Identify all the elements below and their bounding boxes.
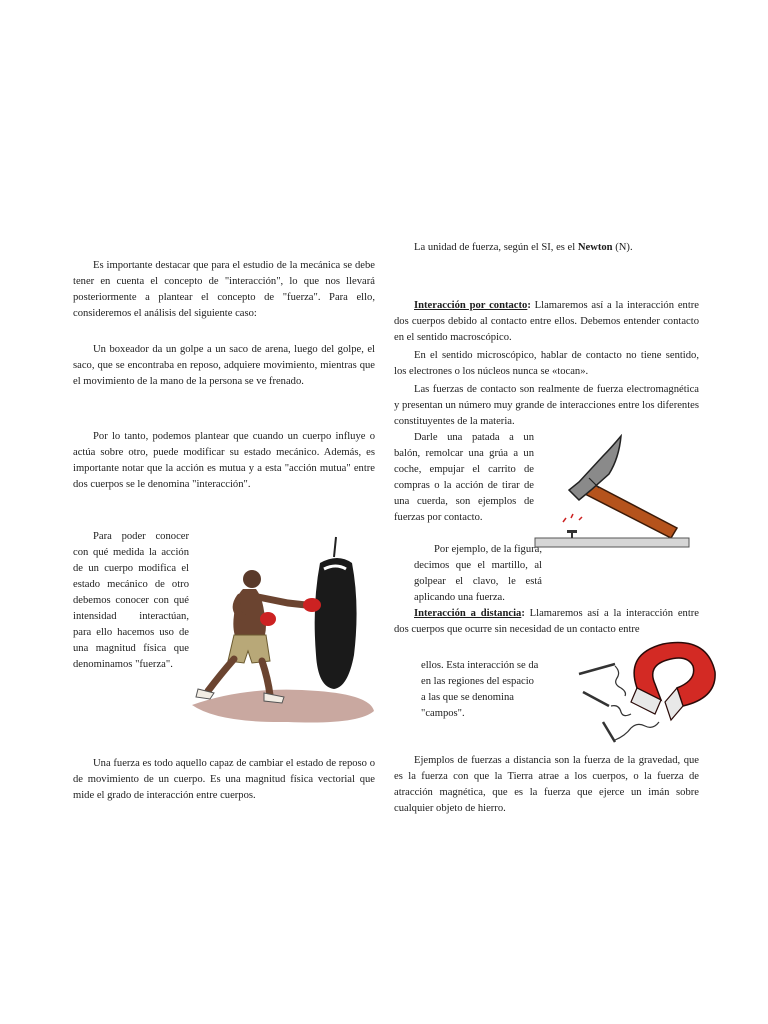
magnet-nails-illustration	[575, 636, 725, 748]
boxing-glove-left	[260, 612, 276, 626]
hammer-handle	[585, 484, 677, 538]
fields-paragraph: ellos. Esta interacción se da en las regiones del espacio a las que se denomina "campos".	[421, 660, 539, 719]
microscopic-paragraph: En el sentido microscópico, hablar de contacto no tiene sentido, los electrones o los núcleos nunca se «tocan».	[394, 350, 699, 377]
force-measure-paragraph: Para poder conocer con qué medida la acción de un cuerpo modifica el estado mecánico de otro debemos conocer con qué intensidad interactúan, para ello hacemos uso de una magnitud física que denominamos "fuerza".	[73, 531, 189, 670]
nail-3	[603, 722, 615, 742]
boxer-punching-bag-illustration	[188, 535, 376, 725]
electromagnetic-paragraph: Las fuerzas de contacto son realmente de fuerza electromagnética y presentan un número muy grande de interacciones entre los diferentes constituyentes de la materia.	[394, 384, 699, 427]
floor-shadow	[192, 690, 374, 723]
distance-interaction-paragraph: Interacción a distancia: Llamaremos así a la interacción entre dos cuerpos que ocurre sin necesidad de un contacto entre	[394, 608, 699, 635]
force-definition-paragraph: Una fuerza es todo aquello capaz de cambiar el estado de reposo o de movimiento de un cuerpo. Es una magnitud física vectorial que mide el grado de interacción entre cuerpos.	[73, 758, 375, 801]
boxer-head	[243, 570, 261, 588]
distance-interaction-heading: Interacción a distancia	[414, 608, 522, 619]
nail-2	[583, 692, 609, 706]
hammer-nail-illustration	[533, 434, 691, 552]
boxer-example-paragraph: Un boxeador da un golpe a un saco de arena, luego del golpe, el saco, que se encontraba en reposo, adquiere movimiento, mientras que el movimiento de la mano de la persona se ve frenado.	[73, 344, 375, 387]
force-unit-paragraph: La unidad de fuerza, según el SI, es el Newton (N).	[414, 242, 633, 253]
distance-examples-paragraph: Ejemplos de fuerzas a distancia son la fuerza de la gravedad, que es la fuerza con que la Tierra atrae a los cuerpos, o la fuerza de atracción magnética, que es la fuerza que ejerce un imán sobre cualquier objeto de hierro.	[394, 755, 699, 814]
boxing-glove-right	[303, 598, 321, 612]
hammer-example-paragraph: Por ejemplo, de la figura, decimos que el martillo, al golpear el clavo, le está aplicando una fuerza.	[414, 544, 542, 603]
punching-bag	[315, 558, 357, 689]
interaction-paragraph: Por lo tanto, podemos plantear que cuando un cuerpo influye o actúa sobre otro, puede modificar su estado mecánico. Además, es importante notar que la acción es mutua y a esta "acción mutua" entre dos cuerpos se le denomina "interacción".	[73, 431, 375, 490]
contact-interaction-heading: Interacción por contacto	[414, 300, 528, 311]
contact-examples-paragraph: Darle una patada a un balón, remolcar una grúa a un coche, empujar el carrito de compras o la acción de tirar de una cuerda, son ejemplos de fuerzas por contacto.	[394, 432, 534, 523]
newton-term: Newton	[577, 242, 613, 253]
contact-interaction-paragraph: Interacción por contacto: Llamaremos así a la interacción entre dos cuerpos debido al contacto entre ellos. Debemos entender contacto en el sentido macroscópico.	[394, 300, 699, 343]
nail	[571, 533, 573, 538]
nail-1	[579, 664, 615, 674]
intro-paragraph: Es importante destacar que para el estudio de la mecánica se debe tener en cuenta el concepto de "interacción", lo que nos llevará posteriormente a plantear el concepto de "fuerza". Para ello, consideremos el análisis del siguiente caso:	[73, 260, 375, 319]
